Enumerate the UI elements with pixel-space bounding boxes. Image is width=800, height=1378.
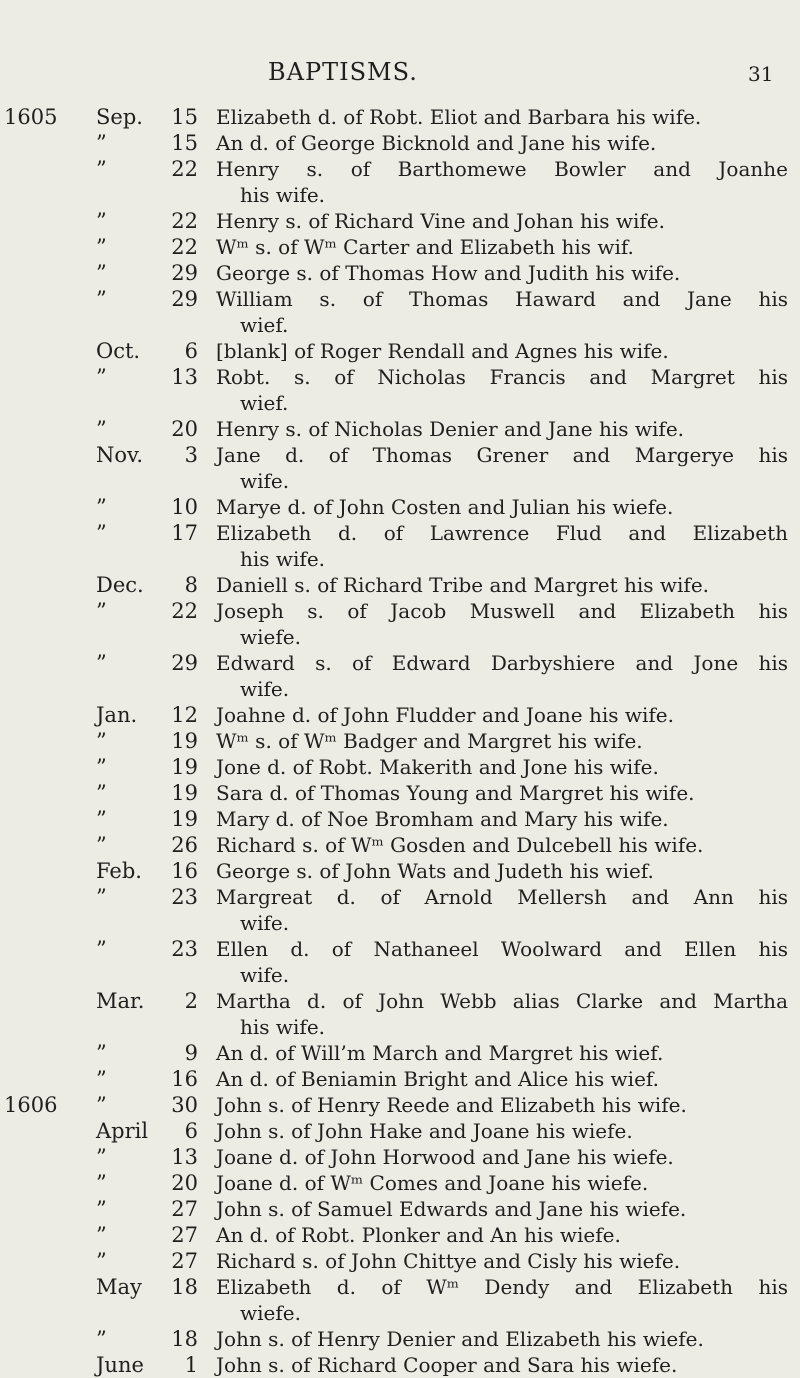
baptism-entry	[0, 1248, 800, 1274]
entry-text: Sara d. of Thomas Young and Margret his wife.	[216, 781, 695, 805]
baptism-entry	[0, 988, 800, 1040]
month-label: ”	[96, 495, 107, 519]
running-head	[0, 58, 800, 88]
baptism-entry	[0, 884, 800, 936]
month-label: ”	[96, 1197, 107, 1221]
month-label: ”	[96, 1171, 107, 1195]
day-label: 6	[184, 339, 198, 363]
entry-line	[0, 494, 800, 520]
day-label: 1	[184, 1353, 198, 1377]
entry-text: Marye d. of John Costen and Julian his wiefe.	[216, 495, 674, 519]
page-number: 31	[748, 62, 774, 86]
baptism-entry	[0, 260, 800, 286]
entry-text: Henry s. of Barthomewe Bowler and Joanhe	[216, 157, 788, 181]
month-label: Dec.	[96, 573, 144, 597]
entry-text: Jone d. of Robt. Makerith and Jone his wife.	[216, 755, 659, 779]
day-label: 17	[171, 521, 198, 545]
year-label: 1606	[4, 1093, 58, 1117]
entry-text: John s. of John Hake and Joane his wiefe.	[216, 1119, 633, 1143]
year-label: 1605	[4, 105, 58, 129]
entry-line	[0, 832, 800, 858]
entry-line	[0, 624, 800, 650]
day-label: 6	[184, 1119, 198, 1143]
baptism-entry	[0, 104, 800, 130]
month-label: ”	[96, 131, 107, 155]
entry-line	[0, 1196, 800, 1222]
month-label: Nov.	[96, 443, 144, 467]
baptism-entry	[0, 234, 800, 260]
month-label: ”	[96, 235, 107, 259]
month-label: ”	[96, 365, 107, 389]
entry-text-continuation: his wife.	[240, 183, 326, 207]
day-label: 19	[171, 781, 198, 805]
entry-text: An d. of Beniamin Bright and Alice his wief.	[216, 1067, 659, 1091]
month-label: ”	[96, 885, 107, 909]
entry-line	[0, 988, 800, 1014]
baptism-entry	[0, 1326, 800, 1352]
entry-line	[0, 1300, 800, 1326]
entry-line	[0, 1066, 800, 1092]
baptism-entry	[0, 156, 800, 208]
baptism-entry	[0, 858, 800, 884]
baptism-entry	[0, 1196, 800, 1222]
day-label: 8	[184, 573, 198, 597]
entry-line	[0, 468, 800, 494]
entry-text: John s. of Henry Reede and Elizabeth his wife.	[216, 1093, 687, 1117]
entry-line	[0, 1170, 800, 1196]
month-label: ”	[96, 755, 107, 779]
entry-text: Wᵐ s. of Wᵐ Carter and Elizabeth his wif.	[216, 235, 634, 259]
day-label: 19	[171, 729, 198, 753]
entry-text: Joane d. of John Horwood and Jane his wiefe.	[216, 1145, 674, 1169]
entry-text-continuation: his wife.	[240, 1015, 326, 1039]
baptism-entry	[0, 494, 800, 520]
entry-text: Henry s. of Richard Vine and Johan his wife.	[216, 209, 665, 233]
month-label: Feb.	[96, 859, 142, 883]
entry-line	[0, 1040, 800, 1066]
entry-line	[0, 780, 800, 806]
entry-line	[0, 156, 800, 182]
entry-text: George s. of Thomas How and Judith his wife.	[216, 261, 681, 285]
month-label: Oct.	[96, 339, 141, 363]
baptism-entry	[0, 936, 800, 988]
entry-line	[0, 1144, 800, 1170]
entry-line	[0, 520, 800, 546]
entry-text: An d. of Will’m March and Margret his wief.	[216, 1041, 664, 1065]
entry-text: Joahne d. of John Fludder and Joane his wife.	[216, 703, 674, 727]
entry-text: [blank] of Roger Rendall and Agnes his wife.	[216, 339, 669, 363]
entry-line	[0, 728, 800, 754]
month-label: ”	[96, 287, 107, 311]
day-label: 30	[171, 1093, 198, 1117]
baptism-entry	[0, 1352, 800, 1378]
month-label: ”	[96, 1327, 107, 1351]
month-label: ”	[96, 1041, 107, 1065]
entry-text: Robt. s. of Nicholas Francis and Margret his	[216, 365, 788, 389]
entry-text: Jane d. of Thomas Grener and Margerye his	[216, 443, 788, 467]
month-label: ”	[96, 209, 107, 233]
month-label: ”	[96, 729, 107, 753]
baptism-entry	[0, 728, 800, 754]
day-label: 20	[171, 417, 198, 441]
month-label: ”	[96, 651, 107, 675]
baptism-entry	[0, 1144, 800, 1170]
month-label: ”	[96, 1223, 107, 1247]
baptism-entry	[0, 442, 800, 494]
entry-text-continuation: wiefe.	[240, 625, 301, 649]
baptism-entry	[0, 1066, 800, 1092]
entry-text-continuation: wief.	[240, 391, 289, 415]
baptism-entry	[0, 1222, 800, 1248]
entry-line	[0, 234, 800, 260]
baptism-entry	[0, 1274, 800, 1326]
month-label: ”	[96, 833, 107, 857]
entry-line	[0, 1248, 800, 1274]
day-label: 2	[184, 989, 198, 1013]
day-label: 29	[171, 261, 198, 285]
entry-text: Margreat d. of Arnold Mellersh and Ann his	[216, 885, 788, 909]
month-label: ”	[96, 1093, 107, 1117]
entry-text: An d. of Robt. Plonker and An his wiefe.	[216, 1223, 621, 1247]
entry-text: Elizabeth d. of Wᵐ Dendy and Elizabeth his	[216, 1275, 788, 1299]
entry-line	[0, 1274, 800, 1300]
baptism-entry	[0, 1040, 800, 1066]
baptism-entry	[0, 1092, 800, 1118]
day-label: 18	[171, 1327, 198, 1351]
baptism-entry	[0, 702, 800, 728]
baptism-entry	[0, 338, 800, 364]
entry-line	[0, 910, 800, 936]
day-label: 10	[171, 495, 198, 519]
entry-text: Elizabeth d. of Lawrence Flud and Elizabeth	[216, 521, 788, 545]
entry-line	[0, 338, 800, 364]
month-label: ”	[96, 1067, 107, 1091]
day-label: 22	[171, 235, 198, 259]
day-label: 23	[171, 885, 198, 909]
day-label: 20	[171, 1171, 198, 1195]
month-label: ”	[96, 599, 107, 623]
day-label: 27	[171, 1249, 198, 1273]
entry-line	[0, 546, 800, 572]
entry-text: An d. of George Bicknold and Jane his wife.	[216, 131, 657, 155]
entry-text: Henry s. of Nicholas Denier and Jane his wife.	[216, 417, 685, 441]
day-label: 22	[171, 157, 198, 181]
entry-text: George s. of John Wats and Judeth his wief.	[216, 859, 654, 883]
month-label: May	[96, 1275, 142, 1299]
baptism-entry	[0, 416, 800, 442]
day-label: 19	[171, 755, 198, 779]
baptism-entries	[0, 104, 800, 1378]
baptism-entry	[0, 780, 800, 806]
day-label: 29	[171, 651, 198, 675]
entry-text: Edward s. of Edward Darbyshiere and Jone his	[216, 651, 788, 675]
entry-line	[0, 312, 800, 338]
entry-text: Martha d. of John Webb alias Clarke and Martha	[216, 989, 788, 1013]
entry-text: Ellen d. of Nathaneel Woolward and Ellen his	[216, 937, 788, 961]
entry-line	[0, 676, 800, 702]
entry-text: John s. of Henry Denier and Elizabeth his wiefe.	[216, 1327, 704, 1351]
month-label: ”	[96, 417, 107, 441]
baptism-entry	[0, 1170, 800, 1196]
entry-text-continuation: wife.	[240, 677, 290, 701]
entry-line	[0, 572, 800, 598]
month-label: Sep.	[96, 105, 143, 129]
entry-text: Richard s. of Wᵐ Gosden and Dulcebell his wife.	[216, 833, 704, 857]
entry-line	[0, 884, 800, 910]
entry-text-continuation: his wife.	[240, 547, 326, 571]
day-label: 15	[171, 105, 198, 129]
entry-text-continuation: wife.	[240, 469, 290, 493]
baptism-entry	[0, 520, 800, 572]
entry-text: Joane d. of Wᵐ Comes and Joane his wiefe.	[216, 1171, 649, 1195]
entry-text-continuation: wife.	[240, 911, 290, 935]
entry-text: Wᵐ s. of Wᵐ Badger and Margret his wife.	[216, 729, 643, 753]
day-label: 22	[171, 209, 198, 233]
baptism-entry	[0, 832, 800, 858]
entry-line	[0, 442, 800, 468]
entry-line	[0, 1326, 800, 1352]
entry-text-continuation: wiefe.	[240, 1301, 301, 1325]
entry-line	[0, 702, 800, 728]
entry-line	[0, 1352, 800, 1378]
entry-line	[0, 416, 800, 442]
day-label: 19	[171, 807, 198, 831]
month-label: ”	[96, 261, 107, 285]
entry-text: Elizabeth d. of Robt. Eliot and Barbara his wife.	[216, 105, 702, 129]
day-label: 26	[171, 833, 198, 857]
day-label: 16	[171, 859, 198, 883]
entry-text: John s. of Richard Cooper and Sara his wiefe.	[216, 1353, 678, 1377]
month-label: ”	[96, 1249, 107, 1273]
baptism-entry	[0, 572, 800, 598]
baptism-entry	[0, 208, 800, 234]
entry-line	[0, 364, 800, 390]
entry-line	[0, 936, 800, 962]
baptism-entry	[0, 754, 800, 780]
month-label: April	[96, 1119, 149, 1143]
day-label: 13	[171, 365, 198, 389]
day-label: 16	[171, 1067, 198, 1091]
entry-line	[0, 962, 800, 988]
entry-line	[0, 1014, 800, 1040]
baptism-entry	[0, 1118, 800, 1144]
month-label: ”	[96, 1145, 107, 1169]
entry-text: Richard s. of John Chittye and Cisly his wiefe.	[216, 1249, 681, 1273]
month-label: ”	[96, 807, 107, 831]
entry-line	[0, 598, 800, 624]
entry-line	[0, 286, 800, 312]
baptism-entry	[0, 806, 800, 832]
day-label: 12	[171, 703, 198, 727]
entry-text: William s. of Thomas Haward and Jane his	[216, 287, 788, 311]
baptism-entry	[0, 130, 800, 156]
entry-line	[0, 806, 800, 832]
entry-line	[0, 1092, 800, 1118]
month-label: Jan.	[96, 703, 138, 727]
entry-text-continuation: wief.	[240, 313, 289, 337]
entry-line	[0, 1118, 800, 1144]
day-label: 18	[171, 1275, 198, 1299]
day-label: 15	[171, 131, 198, 155]
entry-line	[0, 182, 800, 208]
day-label: 3	[184, 443, 198, 467]
entry-line	[0, 390, 800, 416]
day-label: 13	[171, 1145, 198, 1169]
baptism-entry	[0, 286, 800, 338]
month-label: ”	[96, 157, 107, 181]
entry-text: Joseph s. of Jacob Muswell and Elizabeth his	[216, 599, 788, 623]
entry-line	[0, 754, 800, 780]
entry-line	[0, 1222, 800, 1248]
day-label: 22	[171, 599, 198, 623]
month-label: ”	[96, 781, 107, 805]
month-label: Mar.	[96, 989, 145, 1013]
baptism-entry	[0, 364, 800, 416]
entry-text-continuation: wife.	[240, 963, 290, 987]
page-title: BAPTISMS.	[268, 58, 418, 86]
month-label: ”	[96, 521, 107, 545]
baptism-entry	[0, 598, 800, 650]
entry-line	[0, 650, 800, 676]
entry-line	[0, 260, 800, 286]
day-label: 29	[171, 287, 198, 311]
entry-line	[0, 858, 800, 884]
entry-line	[0, 208, 800, 234]
month-label: ”	[96, 937, 107, 961]
entry-line	[0, 130, 800, 156]
day-label: 27	[171, 1197, 198, 1221]
entry-text: Mary d. of Noe Bromham and Mary his wife.	[216, 807, 669, 831]
baptism-entry	[0, 650, 800, 702]
entry-text: Daniell s. of Richard Tribe and Margret his wife.	[216, 573, 710, 597]
day-label: 27	[171, 1223, 198, 1247]
entry-line	[0, 104, 800, 130]
entry-text: John s. of Samuel Edwards and Jane his wiefe.	[216, 1197, 687, 1221]
month-label: June	[96, 1353, 144, 1377]
day-label: 9	[184, 1041, 198, 1065]
day-label: 23	[171, 937, 198, 961]
